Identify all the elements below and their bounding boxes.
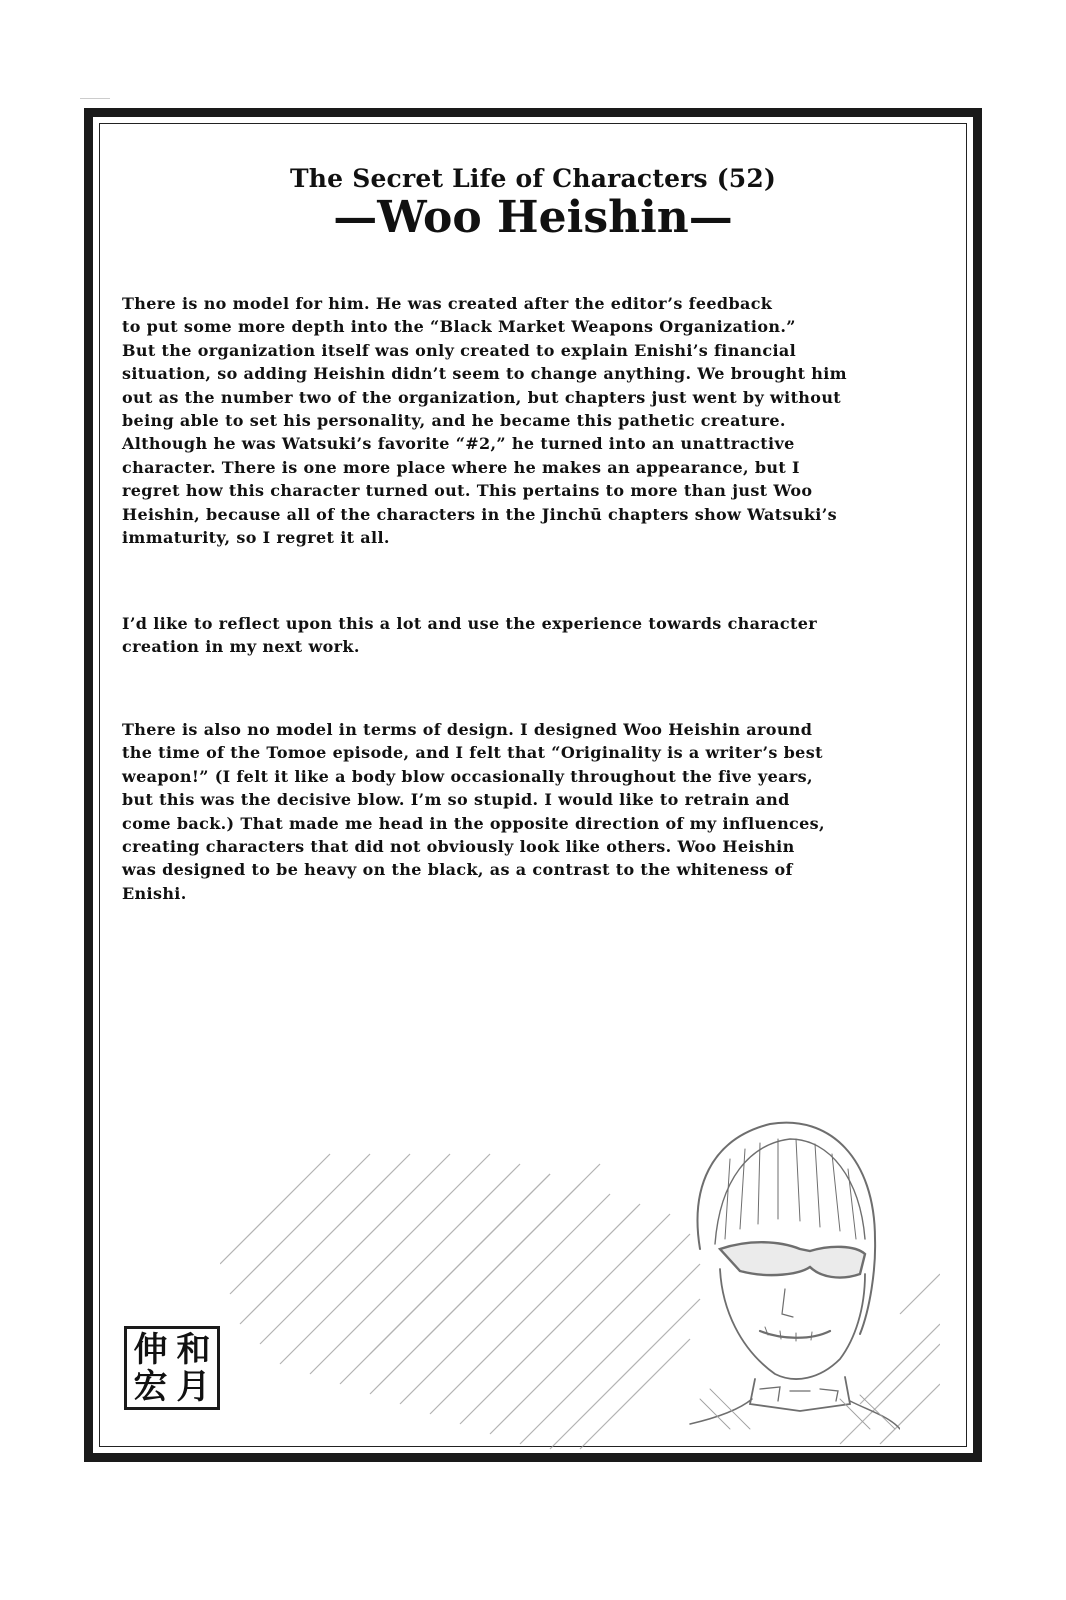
page-scan-mark xyxy=(80,98,110,99)
seal-glyph-1: 伸 xyxy=(133,1329,168,1370)
body-paragraph-3: There is also no model in terms of design. I designed Woo Heishin around the time of the Tomoe episode, and I felt that “Originality is a writer’s best weapon!” (I felt it like a body blow occasionally throughout the five years, but this was the decisive blow. I’m so stupid. I would like to retrain and come back.) That made me head in the opposite direction of my influences, creating characters that did not obviously look like others. Woo Heishin was designed to be heavy on the black, as a contrast to the whiteness of Enishi. xyxy=(122,720,825,903)
collar xyxy=(750,1377,850,1411)
character-name-heading: —Woo Heishin— xyxy=(333,192,733,243)
hair-outline xyxy=(698,1123,876,1334)
page-inner-border xyxy=(99,123,967,1447)
face-outline xyxy=(720,1269,865,1379)
body-paragraph-1: There is no model for him. He was created after the editor’s feedback to put some more depth into the “Black Market Weapons Organization.” But the organization itself was only created to explain Enishi’s financial situation, so adding Heishin didn’t seem to change anything. We brought him out as the number two of the organization, but chapters just went by without being able to set his personality, and he became this pathetic creature. Although he was Watsuki’s favorite “#2,” he turned into an unattractive character. There is one more place where he makes an appearance, but I regret how this character turned out. This pertains to more than just Woo Heishin, because all of the characters in the Jinchū chapters show Watsuki’s immaturity, so I regret it all. xyxy=(122,294,847,548)
artist-seal xyxy=(124,1326,220,1410)
seal-glyph-4: 月 xyxy=(176,1366,211,1407)
glasses xyxy=(720,1242,865,1277)
page-border xyxy=(84,108,982,1462)
character-sketch xyxy=(660,1099,900,1434)
seal-glyph-3: 宏 xyxy=(133,1366,168,1407)
mouth xyxy=(760,1331,830,1338)
seal-glyph-2: 和 xyxy=(176,1329,211,1370)
page-title: The Secret Life of Characters (52) xyxy=(290,164,776,193)
body-paragraph-2: I’d like to reflect upon this a lot and use the experience towards character creation in my next work. xyxy=(122,614,818,657)
